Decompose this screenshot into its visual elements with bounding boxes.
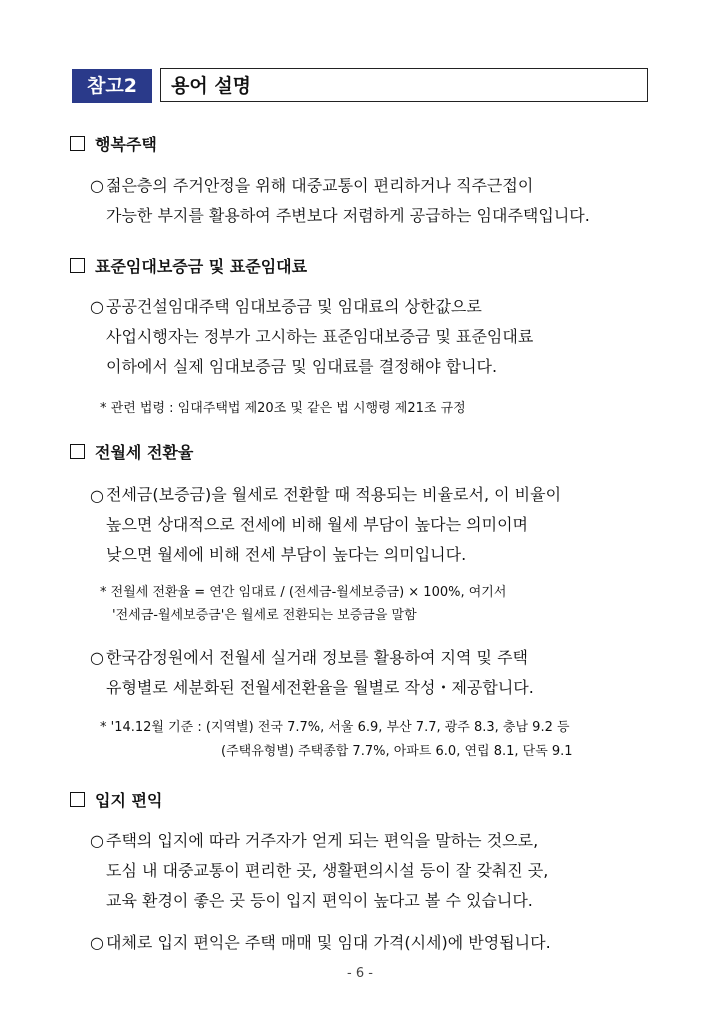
- bullet-circle-icon: ○: [90, 831, 104, 850]
- section-heading: [70, 440, 193, 463]
- checkbox-square-icon: [70, 258, 85, 273]
- page-number: - 6 -: [347, 966, 373, 981]
- body-line: 전세금(보증금)을 월세로 전환할 때 적용되는 비율로서, 이 비율이: [106, 485, 562, 504]
- bullet-circle-icon: ○: [90, 933, 104, 952]
- footnote: * 관련 법령 : 임대주택법 제20조 및 같은 법 시행령 제21조 규정: [100, 401, 466, 416]
- body-line: 도심 내 대중교통이 편리한 곳, 생활편의시설 등이 잘 갖춰진 곳,: [106, 861, 549, 880]
- bullet-circle-icon: ○: [90, 176, 104, 195]
- footnote: * '14.12월 기준 : (지역별) 전국 7.7%, 서울 6.9, 부산 7.7, 광주 8.3, 충남 9.2 등: [100, 720, 570, 735]
- body-line: 공공건설임대주택 임대보증금 및 임대료의 상한값으로: [106, 297, 482, 316]
- body-line: 사업시행자는 정부가 고시하는 표준임대보증금 및 표준임대료: [106, 327, 534, 346]
- section-heading-text: 표준임대보증금 및 표준임대료: [95, 257, 308, 276]
- body-line: 주택의 입지에 따라 거주자가 얻게 되는 편익을 말하는 것으로,: [106, 831, 539, 850]
- body-line: 높으면 상대적으로 전세에 비해 월세 부담이 높다는 의미이며: [106, 515, 529, 534]
- body-line: 가능한 부지를 활용하여 주변보다 저렴하게 공급하는 임대주택입니다.: [106, 206, 590, 225]
- body-line: 유형별로 세분화된 전월세전환율을 월별로 작성・제공합니다.: [106, 678, 534, 697]
- checkbox-square-icon: [70, 444, 85, 459]
- body-line: 한국감정원에서 전월세 실거래 정보를 활용하여 지역 및 주택: [106, 648, 529, 667]
- footnote: (주택유형별) 주택종합 7.7%, 아파트 6.0, 연립 8.1, 단독 9.1: [221, 744, 573, 759]
- section-heading-text: 전월세 전환율: [95, 443, 194, 462]
- bullet-circle-icon: ○: [90, 486, 104, 505]
- section-heading: [70, 132, 157, 155]
- footnote: * 전월세 전환율 = 연간 임대료 / (전세금-월세보증금) × 100%, 여기서: [100, 585, 507, 600]
- body-line: 대체로 입지 편익은 주택 매매 및 임대 가격(시세)에 반영됩니다.: [106, 933, 551, 952]
- checkbox-square-icon: [70, 792, 85, 807]
- bullet-circle-icon: ○: [90, 297, 104, 316]
- section-heading: [70, 788, 162, 811]
- section-heading-text: 행복주택: [95, 135, 157, 154]
- footnote: '전세금-월세보증금'은 월세로 전환되는 보증금을 말함: [112, 608, 417, 623]
- checkbox-square-icon: [70, 136, 85, 151]
- body-line: 낮으면 월세에 비해 전세 부담이 높다는 의미입니다.: [106, 545, 467, 564]
- section-heading-text: 입지 편익: [95, 791, 163, 810]
- body-line: 이하에서 실제 임대보증금 및 임대료를 결정해야 합니다.: [106, 357, 498, 376]
- page-title: 용어 설명: [160, 68, 648, 102]
- body-line: 젊은층의 주거안정을 위해 대중교통이 편리하거나 직주근접이: [106, 176, 534, 195]
- body-line: 교육 환경이 좋은 곳 등이 입지 편익이 높다고 볼 수 있습니다.: [106, 891, 533, 910]
- section-heading: [70, 254, 307, 277]
- reference-tag: 참고2: [72, 69, 152, 103]
- bullet-circle-icon: ○: [90, 648, 104, 667]
